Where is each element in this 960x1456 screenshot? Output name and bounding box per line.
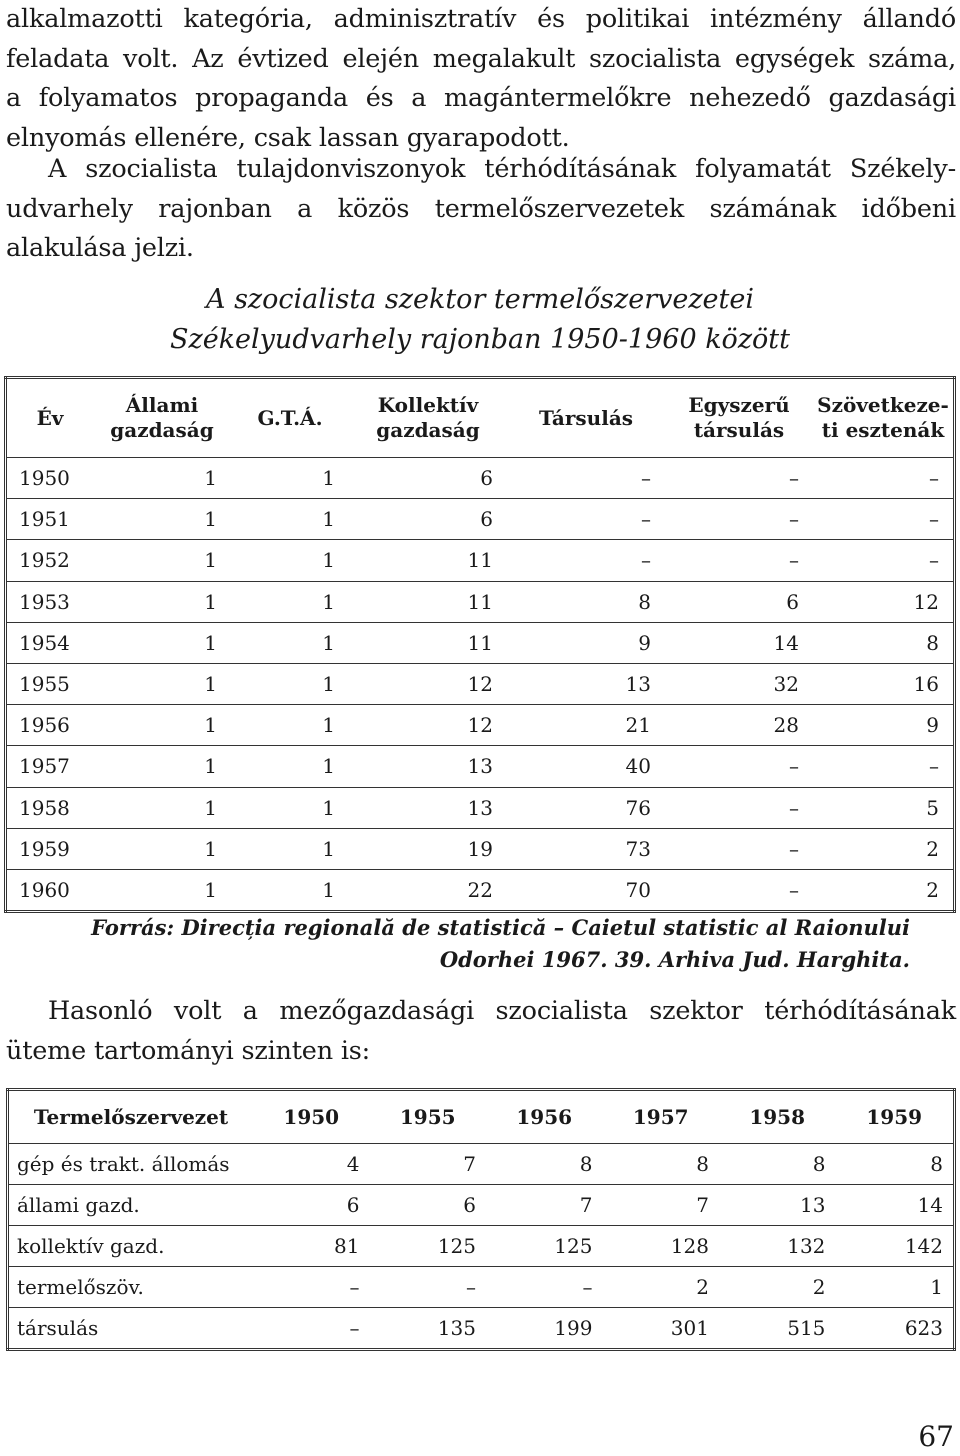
table-cell: 8 [813,622,955,663]
table-row [8,1226,955,1267]
table-cell: társulás [17,1316,99,1340]
table-row [6,499,955,540]
table-cell: 1 [322,877,335,902]
table-cell: 7 [369,1144,485,1185]
col-header-gta: G.T.Á. [231,378,349,458]
table-cell: 515 [787,1316,826,1340]
table-cell: 8 [507,581,665,622]
table-cell: 1 [93,787,231,828]
table-cell: 5 [813,787,955,828]
table-cell: kollektív gazd. [8,1226,254,1267]
table-cell: 1 [231,663,349,704]
table-cell: 70 [625,877,651,902]
text-line: alkalmazotti kategória, adminisztratív és politikai intézmény állandó [6,4,956,34]
third-paragraph [6,992,956,1071]
table-row [6,787,955,828]
text-line: feladata volt. Az évtized elején megalakult szocialista egységek száma, [6,43,956,74]
table-cell: – [813,746,955,787]
table-cell: 1 [93,458,231,499]
table-cell: 73 [507,828,665,869]
col-header-1958: 1958 [719,1090,835,1144]
table-cell: 1954 [6,622,94,663]
table-cell: 1952 [6,540,94,581]
table-cell: 6 [253,1185,369,1226]
table-row [6,622,955,663]
table-cell: – [813,458,955,499]
table-cell: termelőszöv. [8,1267,254,1308]
table-cell: 16 [813,663,955,704]
table-cell: 6 [665,581,813,622]
table-cell: 125 [369,1226,485,1267]
table-cell: 1 [231,581,349,622]
table-cell: – [789,877,799,902]
col-header-1956: 1956 [486,1090,602,1144]
table-cell: gép és trakt. állomás [8,1144,254,1185]
table-cell: 1 [93,828,231,869]
table-cell: 1956 [6,705,94,746]
table-cell: 21 [507,705,665,746]
table-row [6,705,955,746]
table-cell: 301 [670,1316,709,1340]
table-cell: 1 [93,705,231,746]
table-cell: 1953 [6,581,94,622]
table-cell: 1 [231,499,349,540]
table-row [6,458,955,499]
table-cell: 13 [507,663,665,704]
table-row [8,1267,955,1308]
table-cell: 8 [835,1144,954,1185]
table-cell: 11 [349,622,507,663]
table-cell: 28 [665,705,813,746]
table-cell: 1958 [6,787,94,828]
table-cell: – [507,458,665,499]
col-header-1957: 1957 [602,1090,718,1144]
table-cell: 135 [437,1316,476,1340]
table-cell: 1 [231,828,349,869]
table-row [8,1144,955,1185]
table-cell: 1 [93,581,231,622]
table-cell: 14 [835,1185,954,1226]
table1-caption-line1: A szocialista szektor termelőszervezetei [205,284,754,315]
table-cell: – [507,540,665,581]
table-cell: 32 [665,663,813,704]
table-cell: 1 [204,877,217,902]
table-cell: 1 [231,746,349,787]
table-cell: 6 [349,499,507,540]
table-cell: 1 [231,540,349,581]
table-cell: 9 [507,622,665,663]
table-cell: 1 [231,787,349,828]
table-cell: 1 [231,622,349,663]
table-cell: – [665,787,813,828]
table-cell: 1 [835,1267,954,1308]
table-cell: – [665,746,813,787]
table-cell: 128 [602,1226,718,1267]
table-termeloszervezetek-rajon [4,376,956,913]
table-cell: 2 [719,1267,835,1308]
table-cell: 11 [349,540,507,581]
table-cell: 13 [349,787,507,828]
table-cell: 199 [554,1316,593,1340]
col-header-ev: Év [6,378,94,458]
col-header-tarsulas: Társulás [507,378,665,458]
table-tartomanyi-szint [6,1088,956,1351]
table-cell: 1 [231,705,349,746]
table-row [8,1185,955,1226]
table-cell: 14 [665,622,813,663]
table-cell: 8 [486,1144,602,1185]
table-cell: 2 [926,877,939,902]
table-cell: 4 [253,1144,369,1185]
table-cell: 76 [507,787,665,828]
table-cell: – [665,499,813,540]
table-cell: 1957 [6,746,94,787]
table-cell: 13 [719,1185,835,1226]
table-cell: 1 [93,540,231,581]
table-header-row [8,1090,955,1144]
table-cell: 8 [602,1144,718,1185]
table-cell: 7 [602,1185,718,1226]
table-cell: – [813,540,955,581]
table-cell: 132 [719,1226,835,1267]
col-header-szovetkezeti-esztenak: Szövetkeze- ti esztenák [813,378,955,458]
table-cell: 1 [93,622,231,663]
table-cell: 12 [813,581,955,622]
intro-paragraph [6,0,956,158]
table-cell: 2 [813,828,955,869]
col-header-1959: 1959 [835,1090,954,1144]
table-header-row [6,378,955,458]
table-cell: 1 [93,663,231,704]
table-cell: 1 [231,458,349,499]
table-cell: – [665,458,813,499]
table-cell: 1 [93,499,231,540]
table-row [6,540,955,581]
table-row [6,869,955,911]
text-line: üteme tartományi szinten is: [6,1035,371,1066]
table-cell: 1950 [6,458,94,499]
table-cell: – [349,1316,360,1340]
col-header-1955: 1955 [369,1090,485,1144]
table-cell: 125 [486,1226,602,1267]
table1-source [30,912,910,976]
table-row [6,746,955,787]
col-header-egyszeru-tarsulas: Egyszerű társulás [665,378,813,458]
text-line: a folyamatos propaganda és a magántermelőkre nehezedő gazdasági [6,83,956,113]
table-cell: 40 [507,746,665,787]
table-cell: – [486,1267,602,1308]
table-cell: 1951 [6,499,94,540]
table-row [6,828,955,869]
table-cell: – [665,828,813,869]
table1-caption-line2: Székelyudvarhely rajonban 1950-1960 között [170,324,790,355]
table-cell: állami gazd. [8,1185,254,1226]
text-line: Hasonló volt a mezőgazdasági szocialista szektor térhódításának [48,996,956,1026]
page-number: 67 [918,1420,954,1453]
source-line: Forrás: Direcția regională de statistică – Caietul statistic al Raionului [91,915,910,940]
second-paragraph [6,150,956,269]
table-cell: 22 [467,877,493,902]
table-cell: 12 [349,705,507,746]
text-line: elnyomás ellenére, csak lassan gyarapodott. [6,122,570,153]
table-cell: – [369,1267,485,1308]
table-cell: 13 [349,746,507,787]
table-cell: 6 [349,458,507,499]
table-cell: 19 [349,828,507,869]
text-line: A szocialista tulajdonviszonyok térhódításának folyamatát Székely- [48,154,956,184]
table-row [6,581,955,622]
table-cell: 8 [719,1144,835,1185]
table-cell: – [507,499,665,540]
table-cell: 1 [93,746,231,787]
col-header-kollektiv-gazdasag: Kollektív gazdaság [349,378,507,458]
table-cell: 1959 [6,828,94,869]
col-header-allami-gazdasag: Állami gazdaság [93,378,231,458]
table-cell: 81 [253,1226,369,1267]
table-cell: 2 [602,1267,718,1308]
table-cell: 7 [486,1185,602,1226]
table-cell: 623 [904,1316,943,1340]
source-line: Odorhei 1967. 39. Arhiva Jud. Harghita. [439,947,910,972]
col-header-termeloszervezet: Termelőszervezet [8,1090,254,1144]
table-cell: – [253,1267,369,1308]
text-line: udvarhely rajonban a közös termelőszervezetek számának időbeni [6,193,956,224]
table-cell: 1955 [6,663,94,704]
table-cell: 9 [813,705,955,746]
table-cell: – [813,499,955,540]
text-line: alakulása jelzi. [6,233,194,263]
table-cell: 6 [369,1185,485,1226]
table-row [8,1308,955,1350]
table-row [6,663,955,704]
table-cell: 142 [835,1226,954,1267]
col-header-1950: 1950 [253,1090,369,1144]
table-cell: – [665,540,813,581]
table-cell: 11 [349,581,507,622]
table-cell: 12 [349,663,507,704]
table-cell: 1960 [19,877,70,902]
